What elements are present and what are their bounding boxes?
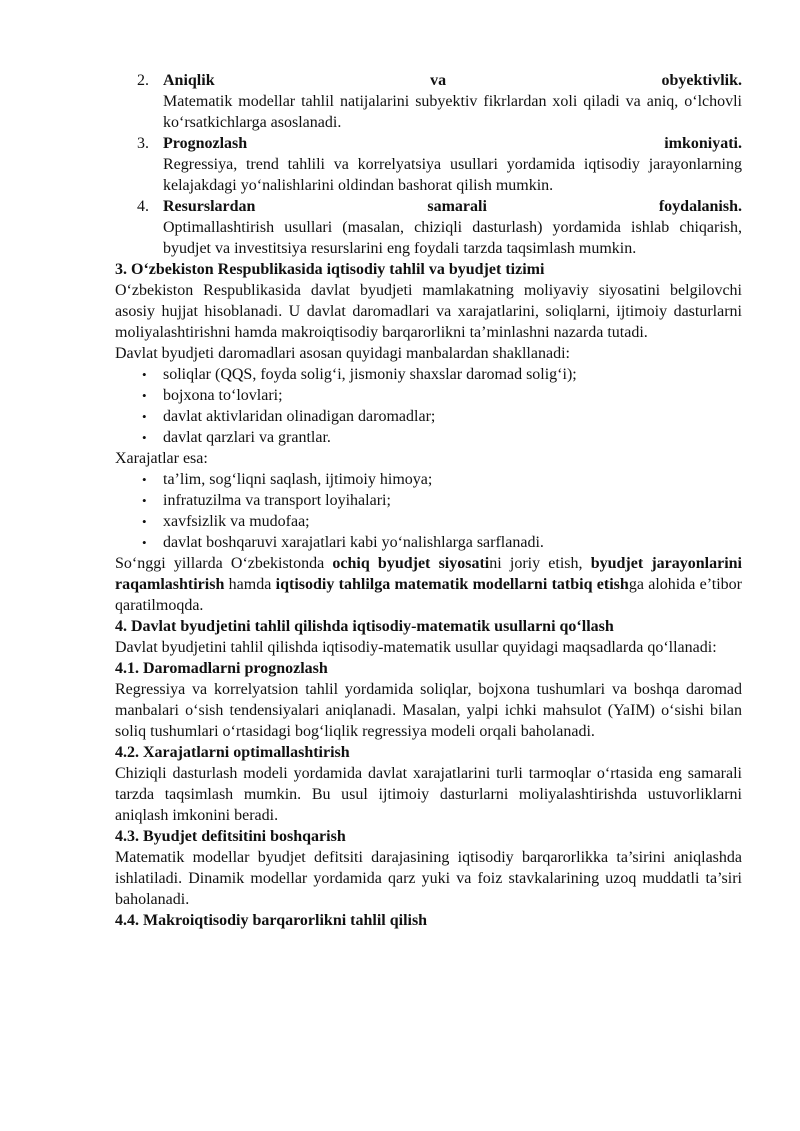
income-intro: Davlat byudjeti daromadlari asosan quyidagi manbalardan shakllanadi:: [115, 345, 570, 362]
item-text: Matematik modellar tahlil natijalarini subyektiv fikrlardan xoli qiladi va aniq, o‘lchovli ko‘rsatkichlarga asoslanadi.: [163, 93, 742, 131]
item-number: 4.: [137, 198, 149, 215]
document-page: [115, 70, 742, 931]
item-text: Optimallashtirish usullari (masalan, chiziqli dasturlash) yordamida ishlab chiqarish, byudjet va investitsiya resurslarini eng foydali tarzda taqsimlash mumkin.: [163, 219, 742, 257]
item-title: Resurslardan samarali foydalanish.: [163, 198, 742, 215]
item-number: 3.: [137, 135, 149, 152]
section-4-heading: 4. Davlat byudjetini tahlil qilishda iqtisodiy-matematik usullarni qo‘llash: [115, 618, 614, 635]
list-item: • xavfsizlik va mudofaa;: [115, 511, 742, 532]
section-3-heading: 3. O‘zbekiston Respublikasida iqtisodiy tahlil va byudjet tizimi: [115, 261, 545, 278]
subsection-4-3-text: Matematik modellar byudjet defitsiti darajasining iqtisodiy barqarorlikka ta’sirini aniqlashda ishlatiladi. Dinamik modellar yordamida qarz yuki va foiz stavkalarining uzoq muddatli ta’siri baholanadi.: [115, 849, 742, 908]
subsection-4-1-text: Regressiya va korrelyatsion tahlil yordamida soliqlar, bojxona tushumlari va boshqa daromad manbalari o‘sish tendensiyalari aniqlanadi. Masalan, yalpi ichki mahsulot (YaIM) o‘sishi bilan soliq tushumlari o‘rtasidagi bog‘liqlik regressiya modeli orqali baholanadi.: [115, 681, 742, 740]
list-item: • ta’lim, sog‘liqni saqlash, ijtimoiy himoya;: [115, 469, 742, 490]
expense-intro: Xarajatlar esa:: [115, 450, 208, 467]
list-item: [115, 70, 742, 133]
subsection-4-1-heading: 4.1. Daromadlarni prognozlash: [115, 660, 328, 677]
item-text: Regressiya, trend tahlili va korrelyatsiya usullari yordamida iqtisodiy jarayonlarning kelajakdagi yo‘nalishlarini oldindan bashorat qilish mumkin.: [163, 156, 742, 194]
advantages-list: [115, 70, 742, 259]
list-item: [115, 196, 742, 259]
list-item: • davlat aktivlaridan olinadigan daromadlar;: [115, 406, 742, 427]
list-item: [115, 133, 742, 196]
list-item: • soliqlar (QQS, foyda solig‘i, jismoniy shaxslar daromad solig‘i);: [115, 364, 742, 385]
item-title: Aniqlik va obyektivlik.: [163, 72, 742, 89]
subsection-4-2-heading: 4.2. Xarajatlarni optimallashtirish: [115, 744, 350, 761]
section-3-closing: So‘nggi yillarda O‘zbekistonda ochiq byudjet siyosatini joriy etish, byudjet jarayonlarini raqamlashtirish hamda iqtisodiy tahlilga matematik modellarni tatbiq etishga alohida e’tibor qaratilmoqda.: [115, 555, 743, 614]
list-item: • infratuzilma va transport loyihalari;: [115, 490, 742, 511]
expense-list: [115, 469, 742, 553]
list-item: • bojxona to‘lovlari;: [115, 385, 742, 406]
section-4-intro: Davlat byudjetini tahlil qilishda iqtisodiy-matematik usullar quyidagi maqsadlarda qo‘llanadi:: [115, 639, 717, 656]
item-number: 2.: [137, 72, 149, 89]
item-title: Prognozlash imkoniyati.: [163, 135, 742, 152]
list-item: • davlat qarzlari va grantlar.: [115, 427, 742, 448]
income-list: [115, 364, 742, 448]
subsection-4-3-heading: 4.3. Byudjet defitsitini boshqarish: [115, 828, 346, 845]
section-3-paragraph: O‘zbekiston Respublikasida davlat byudjeti mamlakatning moliyaviy siyosatini belgilovchi asosiy hujjat hisoblanadi. U davlat daromadlari va xarajatlarini, soliqlarni, ijtimoiy dasturlarni moliyalashtirishni hamda makroiqtisodiy barqarorlikni ta’minlashni nazarda tutadi.: [115, 282, 742, 341]
subsection-4-4-heading: 4.4. Makroiqtisodiy barqarorlikni tahlil qilish: [115, 912, 428, 929]
list-item: • davlat boshqaruvi xarajatlari kabi yo‘nalishlarga sarflanadi.: [115, 532, 742, 553]
subsection-4-2-text: Chiziqli dasturlash modeli yordamida davlat xarajatlarini turli tarmoqlar o‘rtasida eng samarali tarzda taqsimlash mumkin. Bu usul ijtimoiy dasturlarni moliyalashtirishda ustuvorliklarni aniqlash imkonini beradi.: [115, 765, 742, 824]
